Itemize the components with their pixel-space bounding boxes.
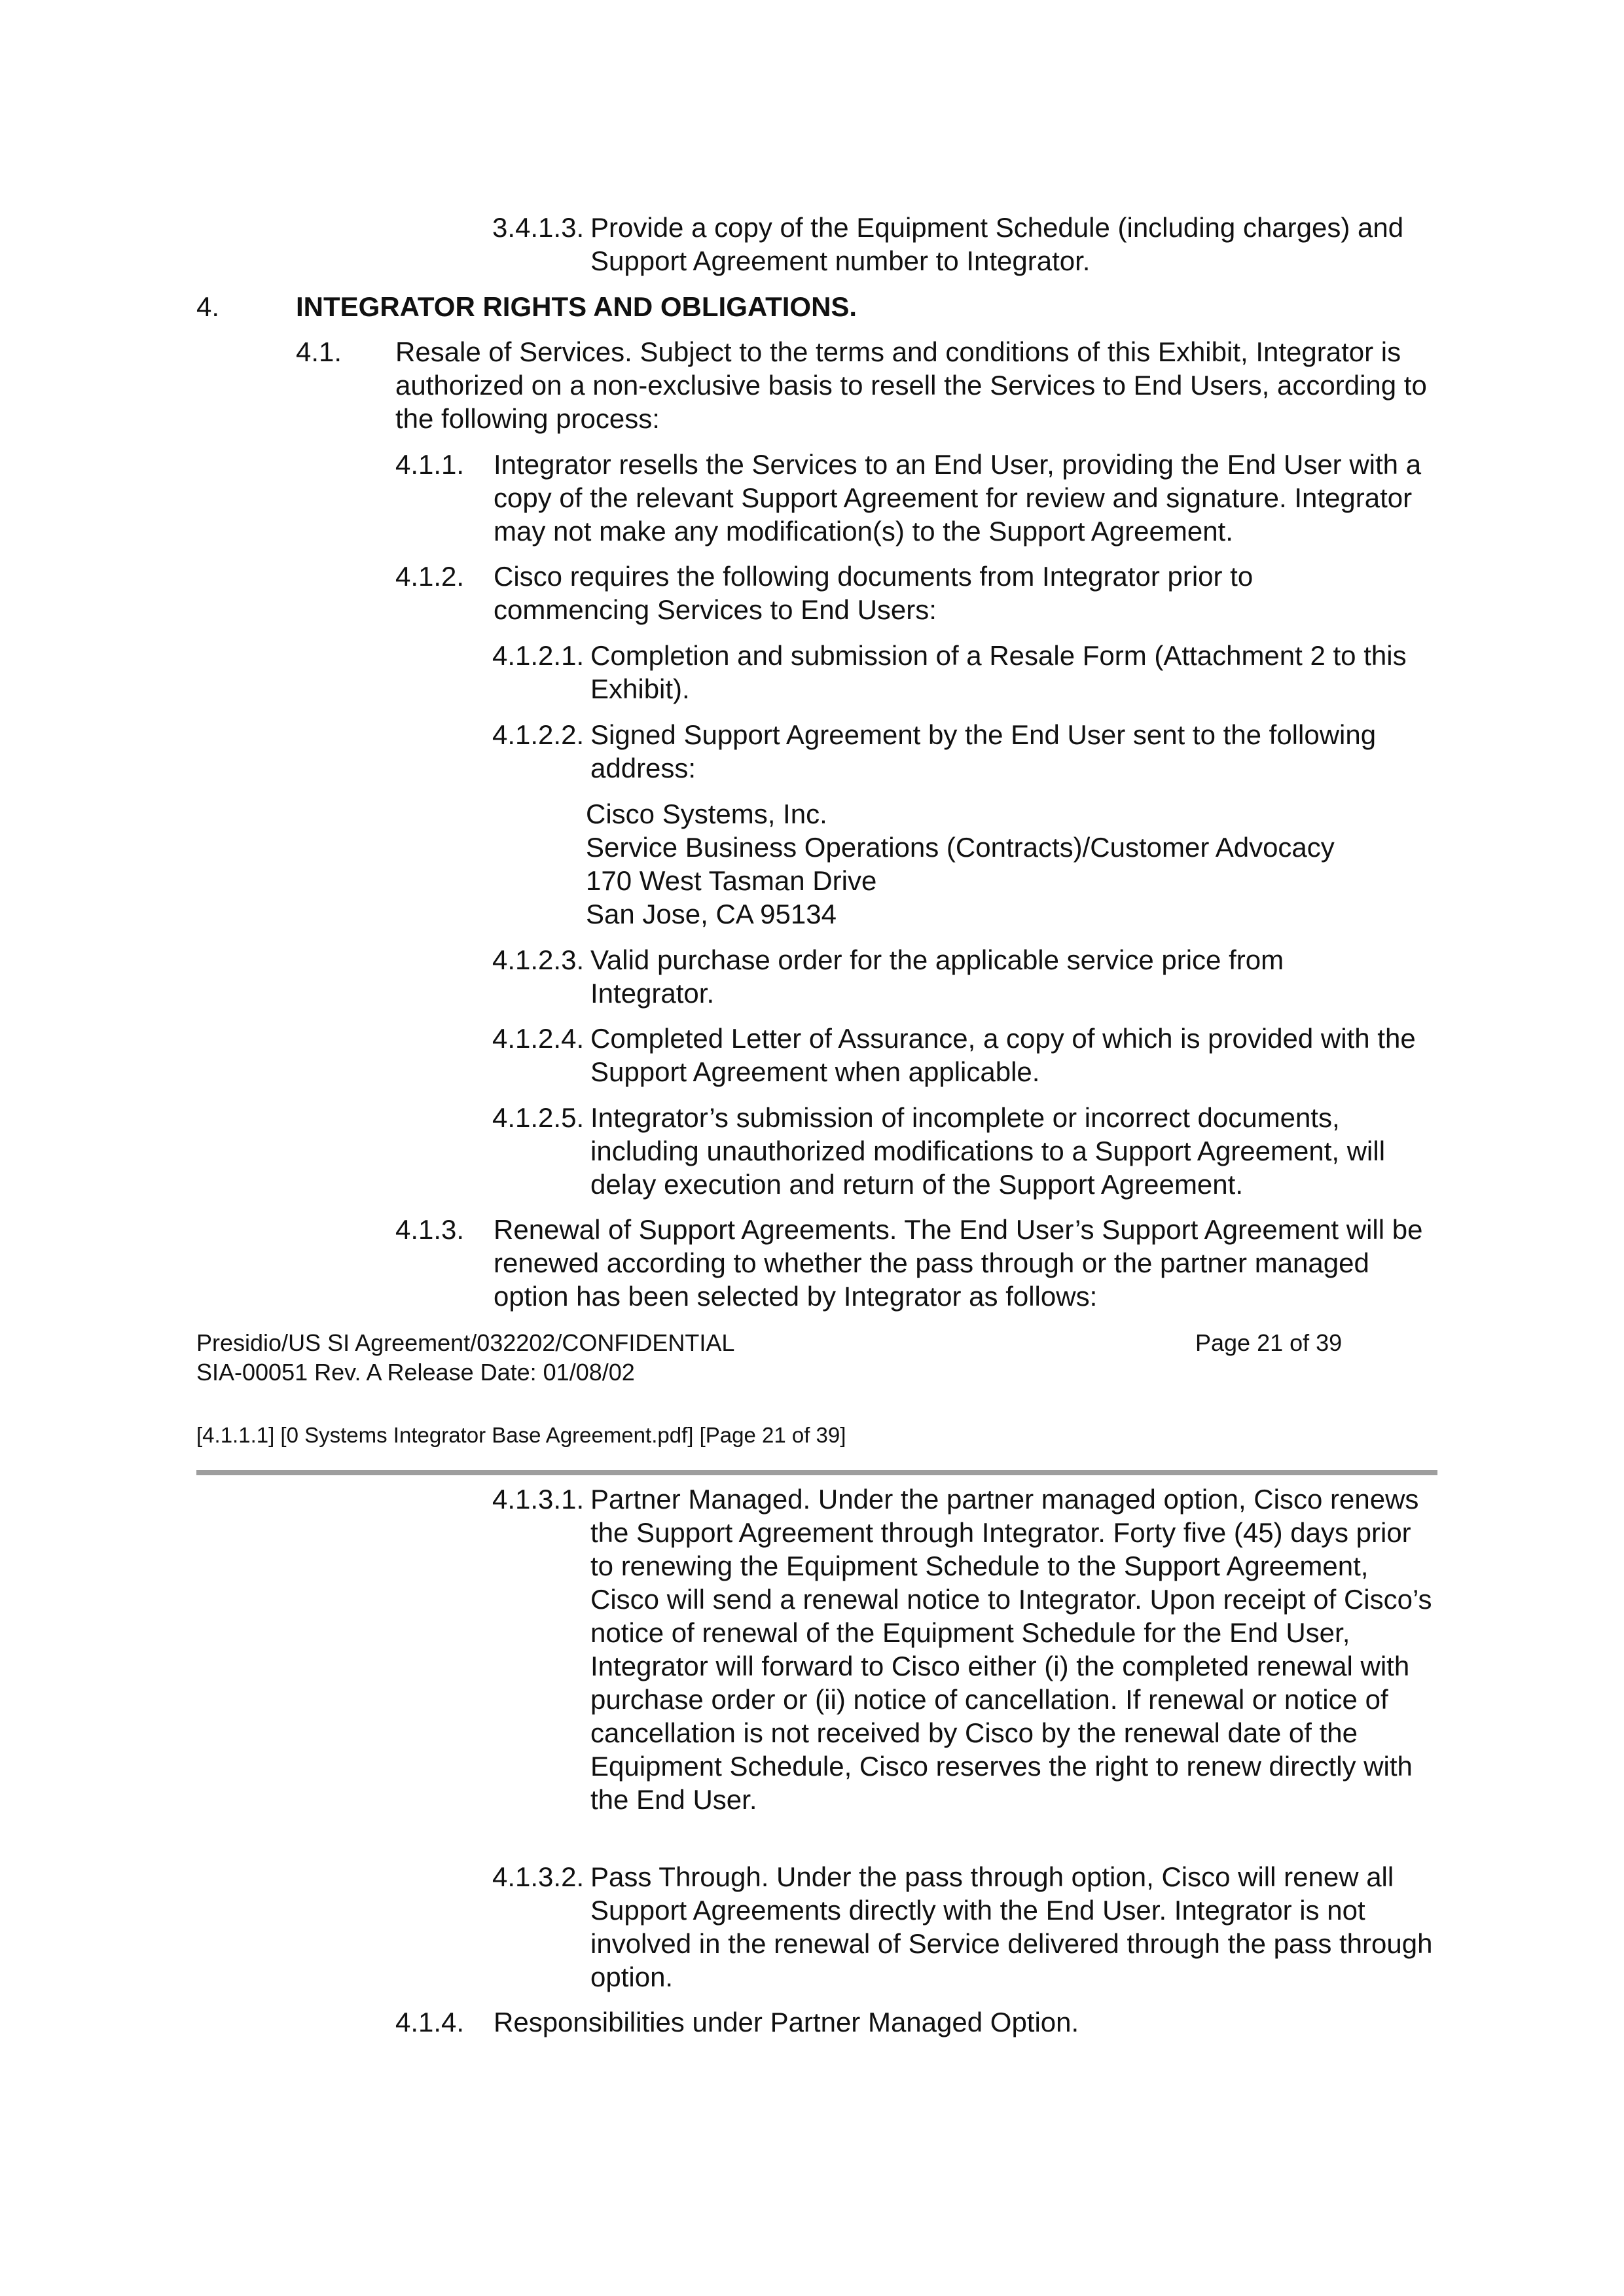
mailing-address (586, 797, 1437, 931)
clause-number: 4.1.2. (395, 561, 465, 592)
footer-line: Presidio/US SI Agreement/032202/CONFIDENTIAL (196, 1329, 735, 1356)
clause-text: Pass Through. Under the pass through option, Cisco will renew all Support Agreements directly with the End User. Integrator is not involved in the renewal of Service delivered through the pass through option. (590, 1861, 1433, 1992)
address-line: Service Business Operations (Contracts)/Customer Advocacy (586, 832, 1335, 863)
clause-text: Valid purchase order for the applicable service price from Integrator. (590, 944, 1284, 1009)
clause-text: Completed Letter of Assurance, a copy of which is provided with the Support Agreement when applicable. (590, 1023, 1416, 1087)
page-divider (196, 1470, 1437, 1475)
clause-number: 4.1.2.5. (492, 1102, 585, 1133)
section-number: 4. (196, 291, 220, 322)
clause-number: 4.1.2.1. (492, 640, 585, 671)
address-line: Cisco Systems, Inc. (586, 798, 827, 829)
clause-text: Signed Support Agreement by the End User sent to the following address: (590, 719, 1377, 783)
clause-text: Integrator resells the Services to an End User, providing the End User with a copy of the relevant Support Agreement for review and signature. Integrator may not make any modification(s) to the Support Agreement. (494, 449, 1422, 547)
address-line: 170 West Tasman Drive (586, 865, 877, 896)
section-heading: INTEGRATOR RIGHTS AND OBLIGATIONS. (296, 291, 857, 322)
clause-text: Provide a copy of the Equipment Schedule (including charges) and Support Agreement number to Integrator. (590, 212, 1404, 276)
clause-text: Partner Managed. Under the partner managed option, Cisco renews the Support Agreement through Integrator. Forty five (45) days prior to renewing the Equipment Schedule to the Support Agreement, Cisco will send a renewal notice to Integrator. Upon receipt of Cisco’s notice of renewal of the Equipment Schedule for the End User, Integrator will forward to Cisco either (i) the completed renewal with purchase order or (ii) notice of cancellation. If renewal or notice of cancellation is not received by Cisco by the renewal date of the Equipment Schedule, Cisco reserves the right to renew directly with the End User. (590, 1484, 1432, 1815)
clause-number: 4.1.2.3. (492, 944, 585, 975)
clause-text: Resale of Services. Subject to the terms and conditions of this Exhibit, Integrator is authorized on a non-exclusive basis to resell the Services to End Users, according to the following process: (395, 336, 1427, 434)
clause-number: 4.1.1. (395, 449, 465, 480)
clause-text: Cisco requires the following documents from Integrator prior to commencing Services to End Users: (494, 561, 1254, 625)
source-reference: [4.1.1.1] [0 Systems Integrator Base Agreement.pdf] [Page 21 of 39] (196, 1423, 846, 1447)
clause-number: 4.1.3.2. (492, 1861, 585, 1892)
clause-number: 4.1. (296, 336, 342, 367)
clause-text: Renewal of Support Agreements. The End User’s Support Agreement will be renewed according to whether the pass through or the partner managed option has been selected by Integrator as follows: (494, 1214, 1423, 1312)
clause-number: 4.1.2.4. (492, 1023, 585, 1054)
clause-text: Integrator’s submission of incomplete or incorrect documents, including unauthorized modifications to a Support Agreement, will delay execution and return of the Support Agreement. (590, 1102, 1386, 1200)
footer-line: SIA-00051 Rev. A Release Date: 01/08/02 (196, 1359, 635, 1386)
clause-number: 4.1.2.2. (492, 719, 585, 750)
clause-number: 4.1.3. (395, 1214, 465, 1245)
clause-text: Responsibilities under Partner Managed Option. (494, 2007, 1079, 2037)
page-number: Page 21 of 39 (1195, 1329, 1343, 1356)
clause-number: 3.4.1.3. (492, 212, 585, 243)
clause-number: 4.1.4. (395, 2007, 465, 2037)
clause-text: Completion and submission of a Resale Form (Attachment 2 to this Exhibit). (590, 640, 1407, 704)
page-footer (196, 1328, 1440, 1393)
clause-number: 4.1.3.1. (492, 1484, 585, 1515)
address-line: San Jose, CA 95134 (586, 899, 837, 929)
